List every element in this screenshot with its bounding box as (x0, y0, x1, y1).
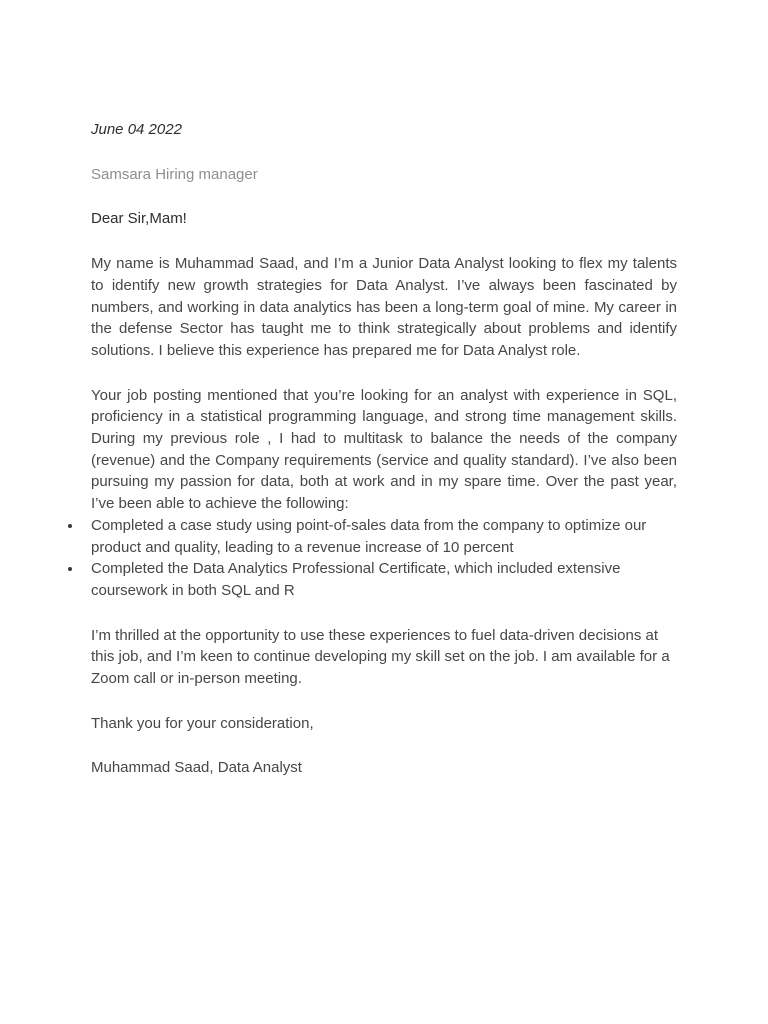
letter-date: June 04 2022 (91, 121, 182, 138)
letter-salutation: Dear Sir,Mam! (91, 210, 187, 228)
achievement-list (91, 515, 677, 602)
list-item-certificate: Completed the Data Analytics Professional Certificate, which included extensive coursework in both SQL and R (91, 558, 677, 601)
letter-recipient: Samsara Hiring manager (91, 165, 258, 183)
letter-paragraph-experience: Your job posting mentioned that you’re looking for an analyst with experience in SQL, proficiency in a statistical programming language, and strong time management skills. During my previous role , I had to multitask to balance the needs of the company (revenue) and the Company requirements (service and quality standard). I’ve also been pursuing my passion for data, both at work and in my spare time. Over the past year, I’ve been able to achieve the following: (91, 386, 677, 513)
letter-signature: Muhammad Saad, Data Analyst (91, 759, 302, 777)
list-item-case-study: Completed a case study using point-of-sales data from the company to optimize our product and quality, leading to a revenue increase of 10 percent (91, 515, 677, 558)
cover-letter (91, 0, 677, 802)
letter-thanks-line: Thank you for your consideration, (91, 714, 314, 732)
letter-paragraph-closing: I’m thrilled at the opportunity to use these experiences to fuel data-driven decisions at this job, and I’m keen to continue developing my skill set on the job. I am available for a Zoom call or in-person meeting. (91, 626, 670, 688)
letter-paragraph-intro: My name is Muhammad Saad, and I’m a Junior Data Analyst looking to flex my talents to identify new growth strategies for Data Analyst. I’ve always been fascinated by numbers, and working in data analytics has been a long-term goal of mine. My career in the defense Sector has taught me to think strategically about problems and identify solutions. I believe this experience has prepared me for Data Analyst role. (91, 255, 677, 359)
